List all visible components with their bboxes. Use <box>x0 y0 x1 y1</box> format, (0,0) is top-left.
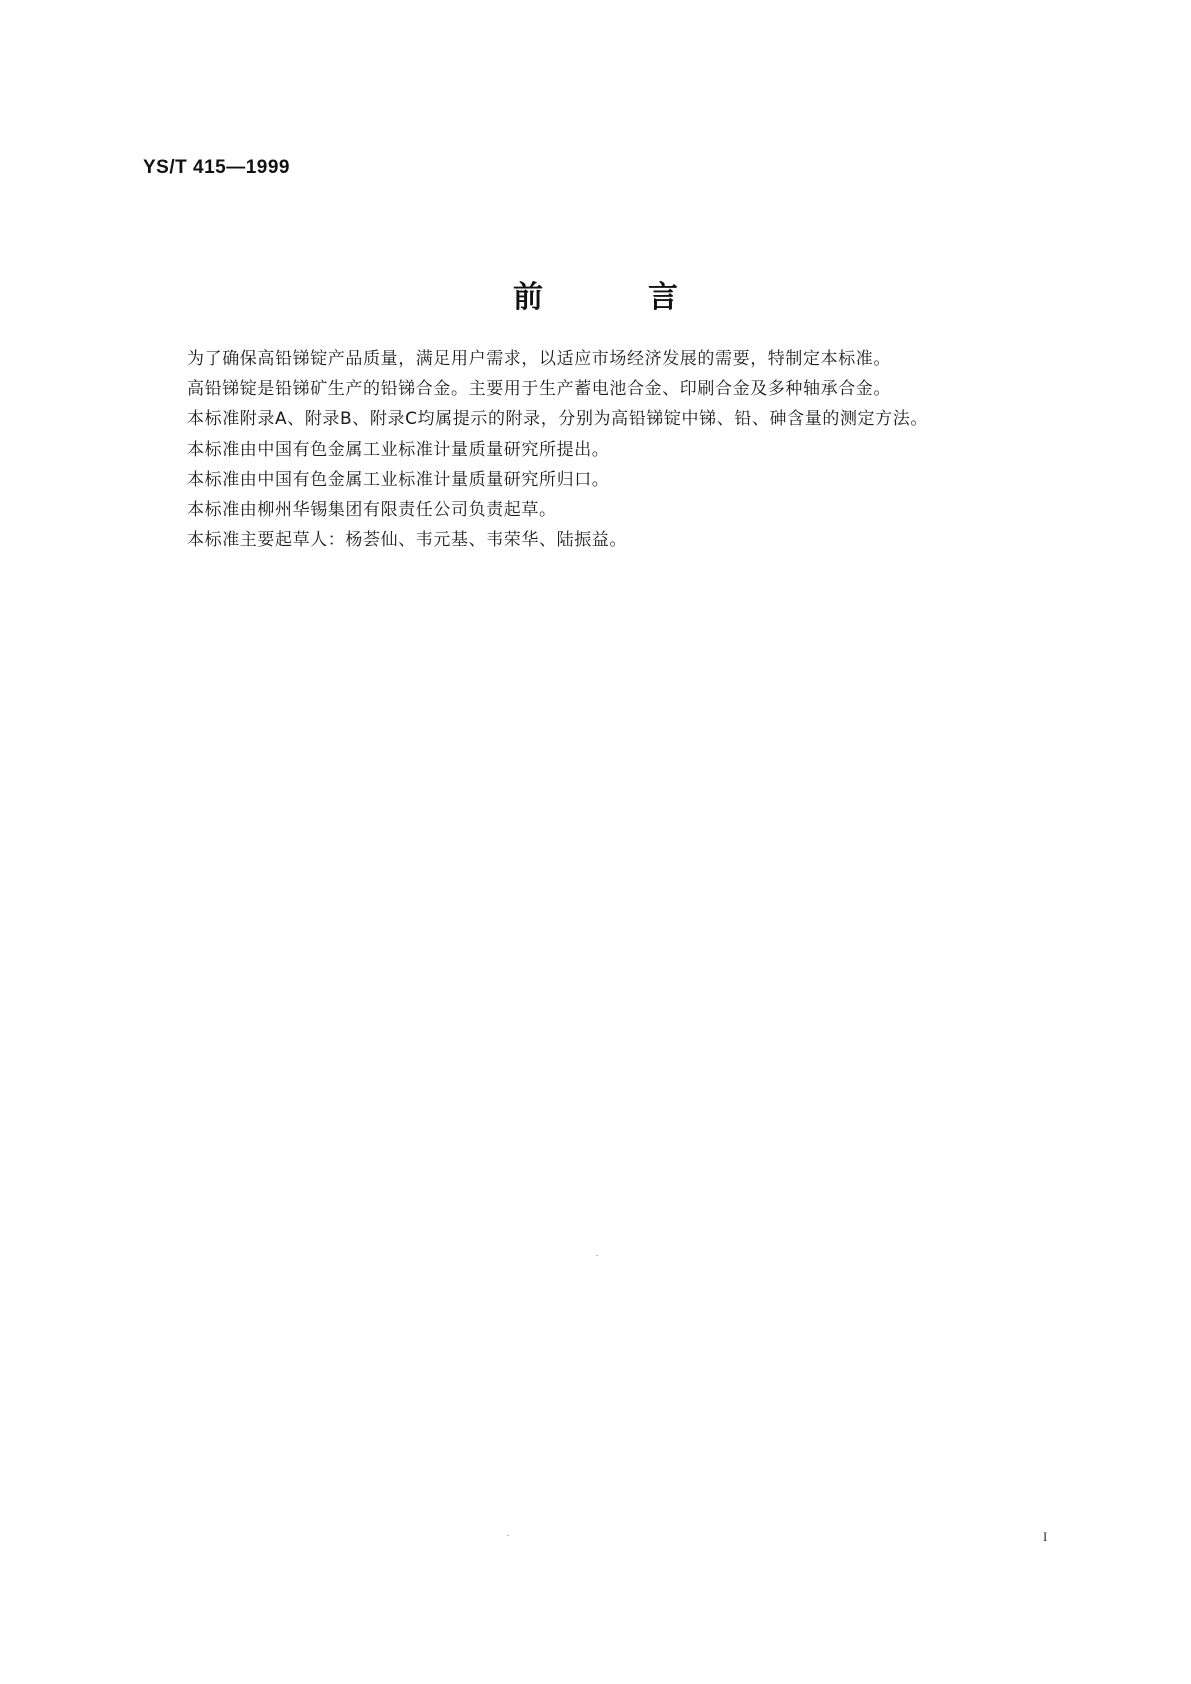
paragraph-managed-by: 本标准由中国有色金属工业标准计量质量研究所归口。 <box>187 469 610 490</box>
scan-speck <box>596 1255 598 1256</box>
paragraph-appendices: 本标准附录A、附录B、附录C均属提示的附录，分别为高铅锑锭中锑、铅、砷含量的测定方法。 <box>187 409 928 430</box>
page-title <box>0 272 1191 316</box>
page-number: I <box>1043 1529 1048 1544</box>
standard-code: YS/T 415—1999 <box>143 157 290 178</box>
paragraph-drafters: 本标准主要起草人：杨荟仙、韦元基、韦荣华、陆振益。 <box>187 530 627 551</box>
foreword-body <box>187 344 1087 555</box>
paragraph-drafted-by: 本标准由柳州华锡集团有限责任公司负责起草。 <box>187 499 557 520</box>
scan-speck <box>507 1535 509 1536</box>
title-char-2: 言 <box>648 280 678 315</box>
paragraph-proposed-by: 本标准由中国有色金属工业标准计量质量研究所提出。 <box>187 439 610 460</box>
title-char-1: 前 <box>513 280 543 315</box>
paragraph-purpose: 为了确保高铅锑锭产品质量，满足用户需求，以适应市场经济发展的需要，特制定本标准。 <box>187 349 891 369</box>
paragraph-description: 高铅锑锭是铅锑矿生产的铅锑合金。主要用于生产蓄电池合金、印刷合金及多种轴承合金。 <box>187 379 891 400</box>
